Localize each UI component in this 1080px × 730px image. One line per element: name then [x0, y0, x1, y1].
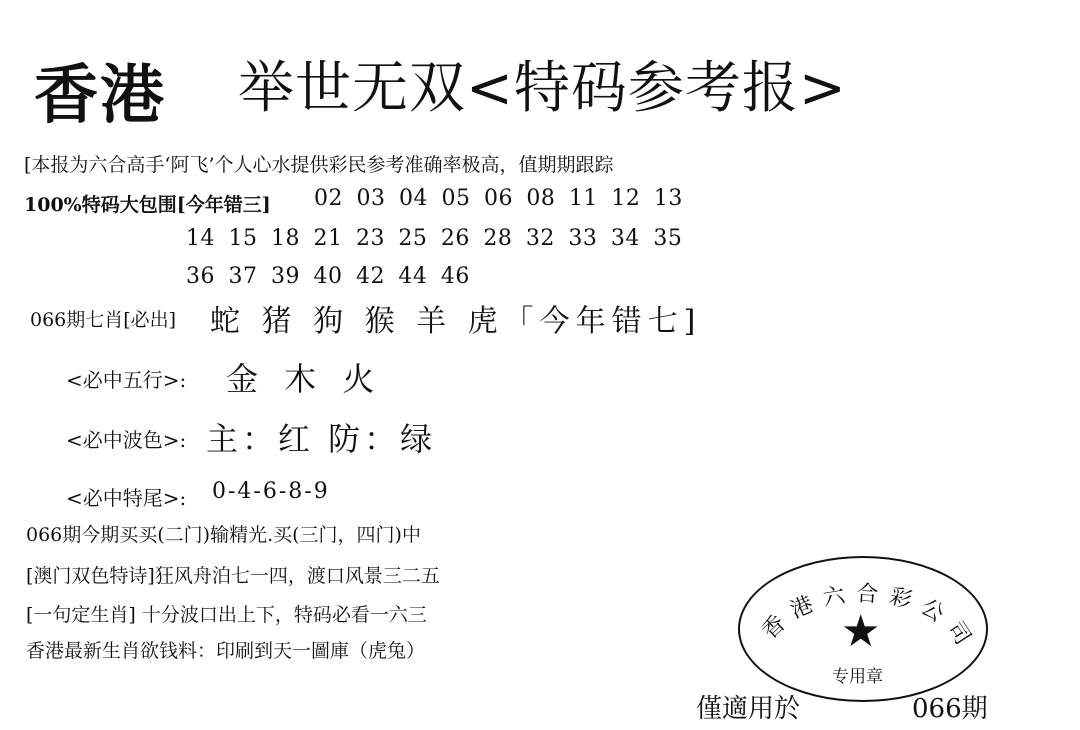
- special-range-row-3: 36 37 39 40 42 44 46: [186, 264, 470, 289]
- seal-ring-label: 香港六合彩公司: [757, 581, 981, 658]
- tail-label: <必中特尾>:: [66, 486, 187, 510]
- logo-text: 香港: [34, 59, 166, 133]
- special-range-row-1: 02 03 04 05 06 08 11 12 13: [314, 186, 683, 211]
- seal-label: 专用章: [832, 667, 883, 687]
- zodiac-label: 066期七肖[必出]: [30, 309, 177, 331]
- zodiac-value: 蛇 猪 狗 猴 羊 虎「今年错七]: [210, 304, 702, 339]
- material-line: 香港最新生肖欲钱料：印刷到天一圖庫（虎兔）: [26, 640, 426, 662]
- special-range-row-2: 14 15 18 21 23 25 26 28 32 33 34 35: [186, 226, 683, 251]
- page-title: 举世无双<特码参考报>: [238, 56, 847, 121]
- wave-color-value: 主：红 防：绿: [206, 420, 437, 458]
- five-elements-value: 金 木 火: [226, 360, 383, 398]
- poem-line: [澳门双色特诗]狂风舟泊七一四，渡口风景三二五: [26, 565, 440, 587]
- footer-issue: 066期: [912, 694, 988, 724]
- company-seal: [738, 556, 988, 702]
- tail-value: 0-4-6-8-9: [212, 479, 330, 504]
- sentence-line: [一句定生肖] 十分波口出上下，特码必看一六三: [26, 604, 427, 626]
- buy-line: 066期今期买买(二门)输精光.买(三门，四门)中: [26, 524, 421, 546]
- star-icon: ★: [841, 606, 881, 657]
- footer-only-for: 僅適用於: [696, 694, 801, 724]
- intro-text: [本报为六合高手‘阿飞’个人心水提供彩民参考准确率极高，值期期跟踪: [24, 154, 614, 176]
- wave-color-label: <必中波色>:: [66, 428, 187, 452]
- five-elements-label: <必中五行>:: [66, 368, 187, 392]
- special-range-label: 100%特码大包围[今年错三]: [24, 194, 271, 216]
